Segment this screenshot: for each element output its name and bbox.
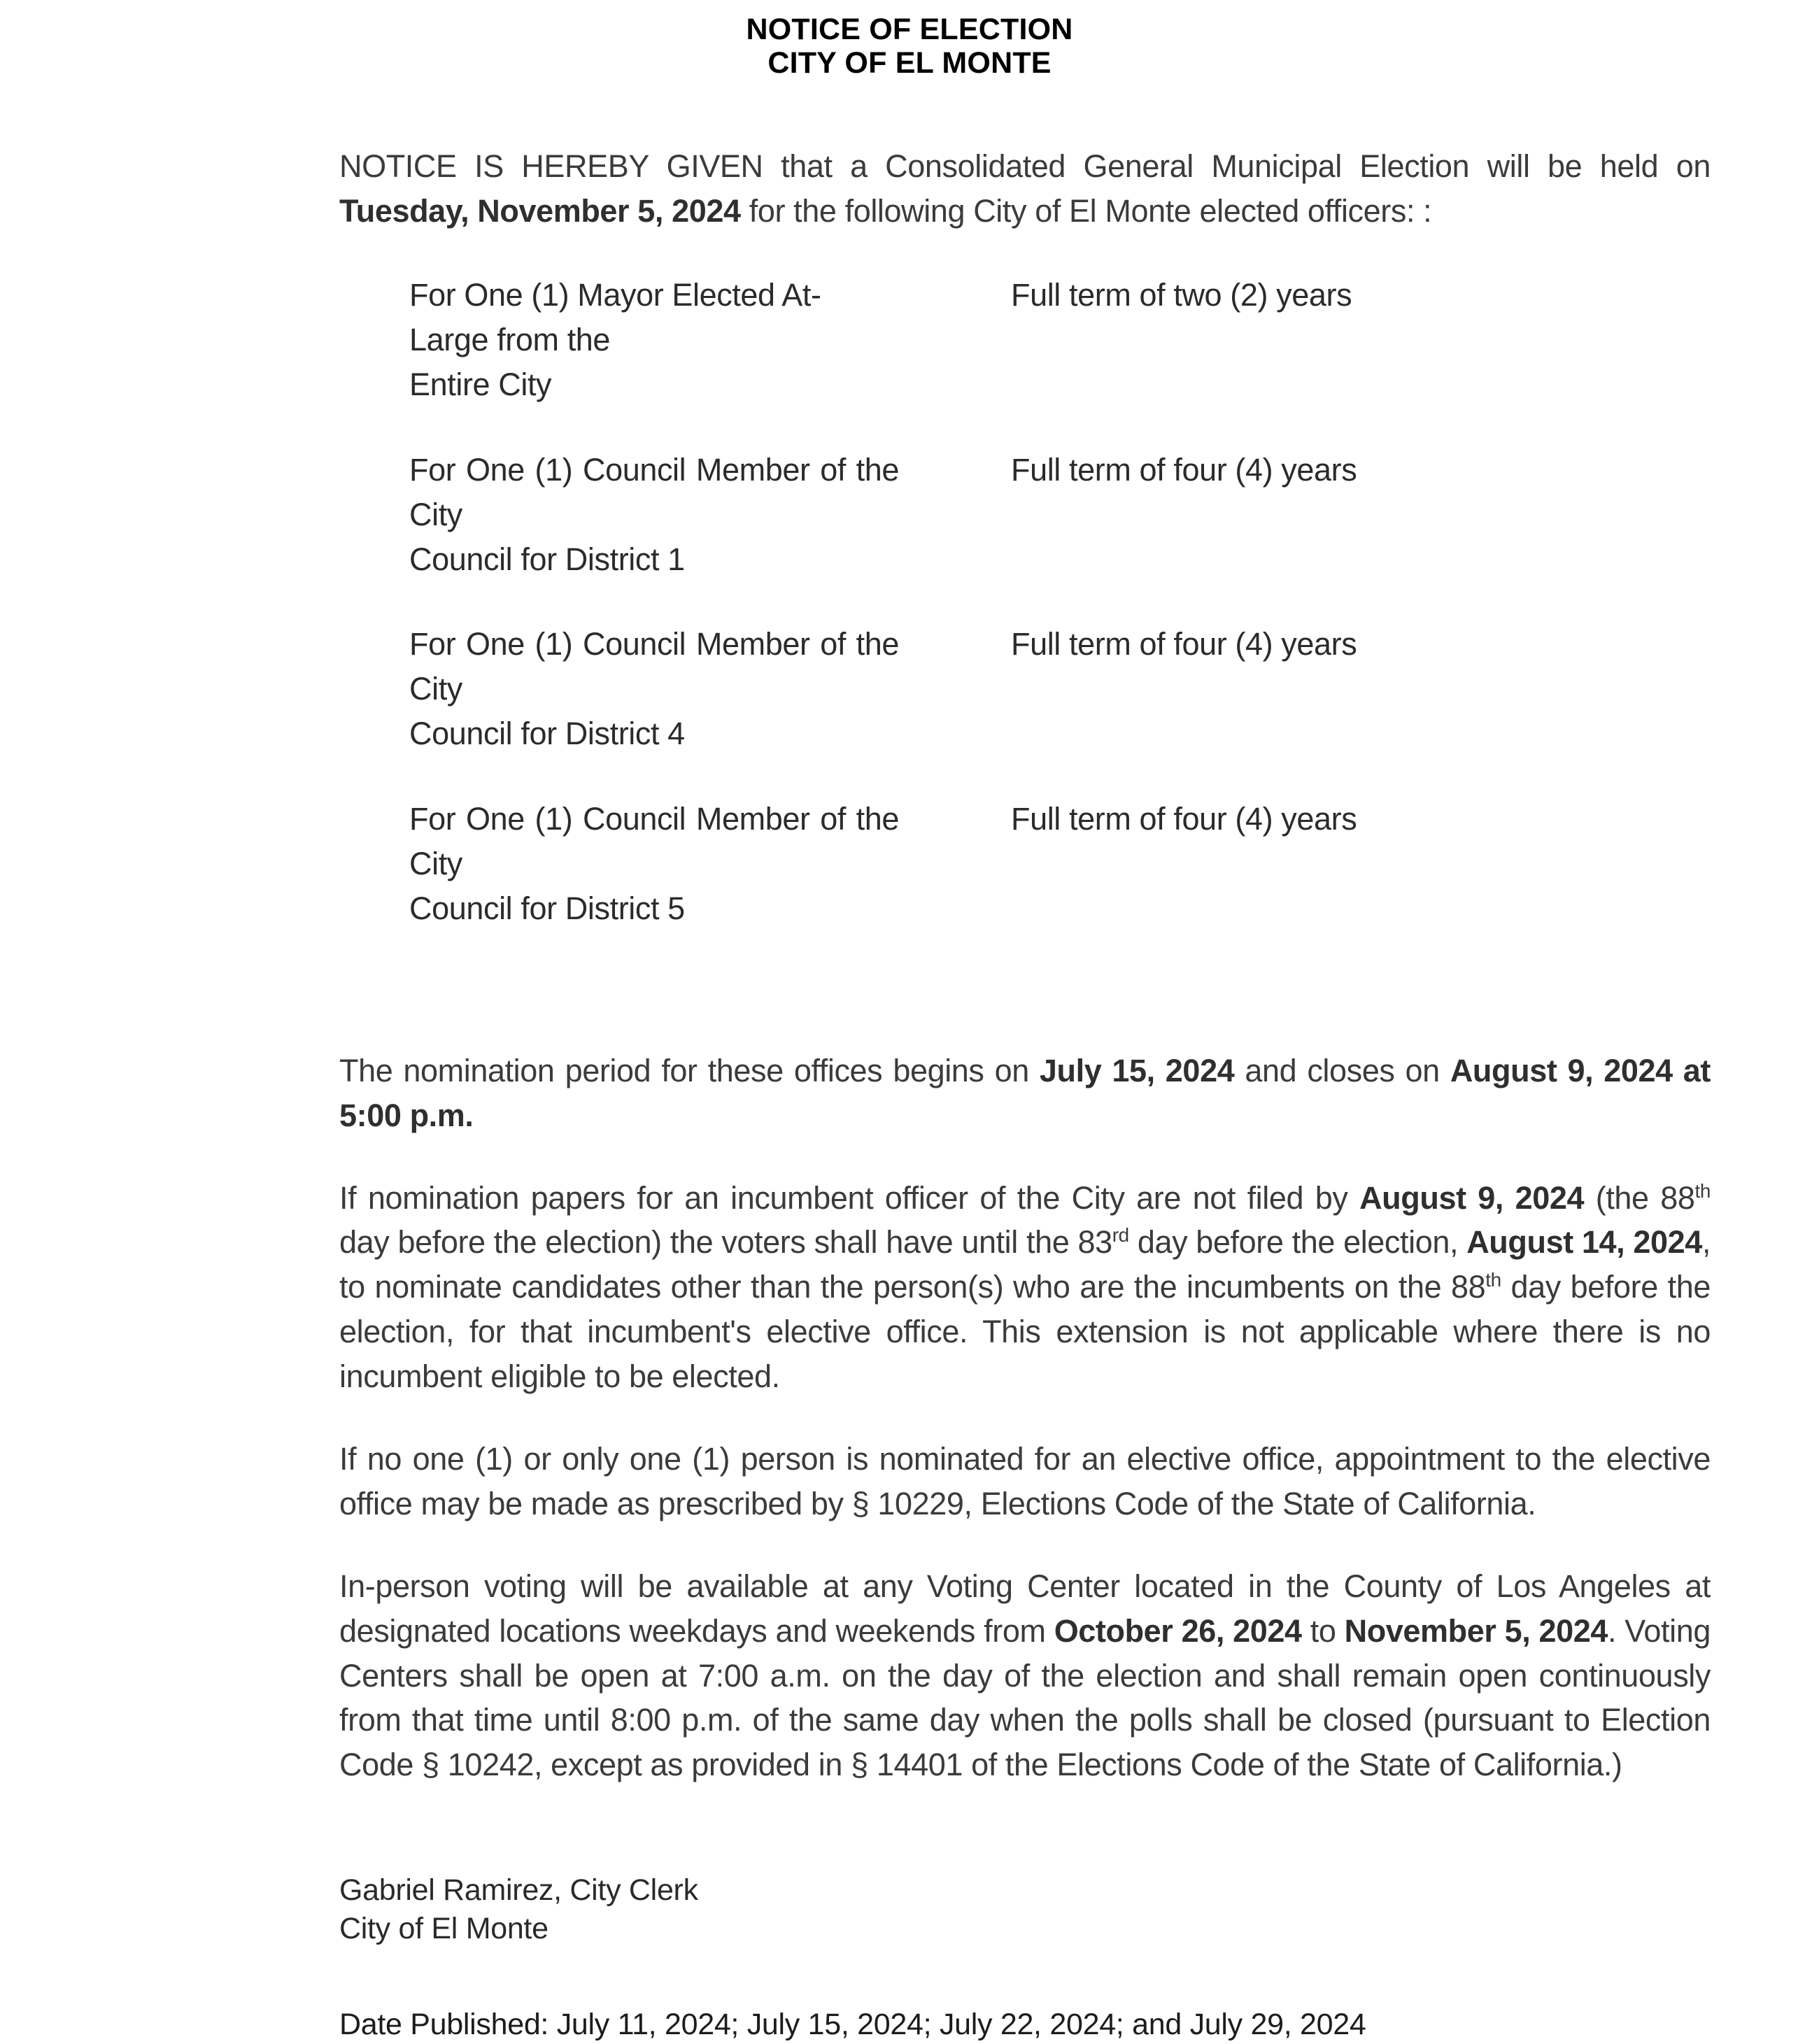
office-term-mayor: Full term of two (2) years <box>1011 277 1352 313</box>
document-title-block <box>0 0 1819 80</box>
incumbent-ordinal-88th-b: th <box>1485 1269 1501 1291</box>
incumbent-extension-paragraph <box>339 1176 1711 1399</box>
signature-city: City of El Monte <box>339 1912 548 1946</box>
incumbent-ordinal-88th-a: th <box>1694 1179 1711 1202</box>
incumbent-part-6: day before the election, for that incumbent's elective office. This extension is not applicable where there is no incumbent eligible to be elected. <box>339 1269 1711 1395</box>
office-row-spacer-2 <box>339 581 1711 622</box>
appointment-paragraph: If no one (1) or only one (1) person is nominated for an elective office, appointment to the elective office may be made as prescribed by § 10229, Elections Code of the State of California. <box>339 1441 1711 1521</box>
office-term-district-4: Full term of four (4) years <box>1011 626 1357 662</box>
incumbent-part-2: (the 88 <box>1584 1179 1695 1216</box>
paragraph-gap-3 <box>339 1526 1711 1564</box>
voting-start-date: October 26, 2024 <box>1054 1612 1302 1649</box>
office-description-district-5 <box>339 797 948 931</box>
office-term-district-1: Full term of four (4) years <box>1011 451 1357 488</box>
nomination-part-2: and closes on <box>1234 1052 1450 1088</box>
office-district-5-line-2: Council for District 5 <box>409 890 685 926</box>
title-line-city-of-el-monte: CITY OF EL MONTE <box>767 46 1052 80</box>
paragraph-gap-2 <box>339 1399 1711 1437</box>
title-line-notice-of-election: NOTICE OF ELECTION <box>746 13 1073 46</box>
office-description-mayor <box>339 273 948 407</box>
signature-block <box>339 1871 1711 1948</box>
office-row-spacer-1 <box>339 407 1711 448</box>
document-body <box>108 144 1711 2044</box>
office-row-mayor <box>339 273 1711 407</box>
office-row-spacer-3 <box>339 756 1711 797</box>
office-row-district-1 <box>339 448 1711 582</box>
nomination-close-date: August 9, 2024 at 5:00 p.m. <box>339 1052 1711 1133</box>
lead-paragraph <box>339 144 1711 234</box>
section-gap-after-offices <box>339 931 1711 1049</box>
office-district-1-line-2: Council for District 1 <box>409 541 685 577</box>
office-term-district-5: Full term of four (4) years <box>1011 801 1357 837</box>
voting-part-2: to <box>1301 1612 1345 1649</box>
incumbent-ordinal-83rd: rd <box>1112 1224 1129 1247</box>
incumbent-part-1: If nomination papers for an incumbent officer of the City are not filed by <box>339 1179 1360 1216</box>
incumbent-part-3: day before the election) the voters shall have until the 83 <box>339 1224 1112 1261</box>
incumbent-filing-deadline: August 9, 2024 <box>1359 1179 1585 1216</box>
document-content <box>339 144 1711 2044</box>
office-district-1-line-1: For One (1) Council Member of the City <box>409 451 899 532</box>
nomination-period-paragraph <box>339 1049 1711 1138</box>
voting-end-date: November 5, 2024 <box>1344 1612 1608 1649</box>
incumbent-extended-date: August 14, 2024 <box>1466 1224 1702 1261</box>
voting-part-3: . Voting Centers shall be open at 7:00 a.m. on the day of the election and shall remain open continuously from that time until 8:00 p.m. of the same day when the polls shall be closed (pursuant to Election Code § 10242, except as provided in § 14401 of the Elections Code of the State of California.) <box>339 1612 1711 1783</box>
office-description-district-4 <box>339 622 948 756</box>
paragraph-gap-1 <box>339 1138 1711 1176</box>
office-description-district-1 <box>339 448 948 582</box>
office-district-4-line-2: Council for District 4 <box>409 716 685 752</box>
office-row-district-4 <box>339 622 1711 756</box>
office-district-5-line-1: For One (1) Council Member of the City <box>409 801 899 881</box>
in-person-voting-paragraph <box>339 1564 1711 1787</box>
lead-paragraph-election-date: Tuesday, November 5, 2024 <box>339 193 741 229</box>
incumbent-part-5: , to nominate candidates other than the person(s) who are the incumbents on the 88 <box>339 1224 1711 1305</box>
offices-table <box>339 273 1711 931</box>
lead-paragraph-part-2: for the following City of El Monte elected officers: : <box>740 193 1432 229</box>
office-row-district-5 <box>339 797 1711 931</box>
office-district-4-line-1: For One (1) Council Member of the City <box>409 626 899 707</box>
incumbent-part-4: day before the election, <box>1128 1224 1467 1261</box>
lead-paragraph-part-1: NOTICE IS HEREBY GIVEN that a Consolidated General Municipal Election will be held on <box>339 148 1711 185</box>
date-published-line: Date Published: July 11, 2024; July 15, 2024; July 22, 2024; and July 29, 2024 <box>339 2008 1366 2042</box>
nomination-open-date: July 15, 2024 <box>1039 1052 1235 1088</box>
nomination-part-1: The nomination period for these offices begins on <box>339 1052 1040 1088</box>
office-mayor-line-2: Entire City <box>409 366 552 402</box>
office-mayor-line-1: For One (1) Mayor Elected At-Large from the <box>409 277 821 357</box>
voting-part-1: In-person voting will be available at any Voting Center located in the County of Los Angeles at designated locations weekdays and weekends from <box>339 1568 1711 1649</box>
signature-name-title: Gabriel Ramirez, City Clerk <box>339 1873 698 1908</box>
